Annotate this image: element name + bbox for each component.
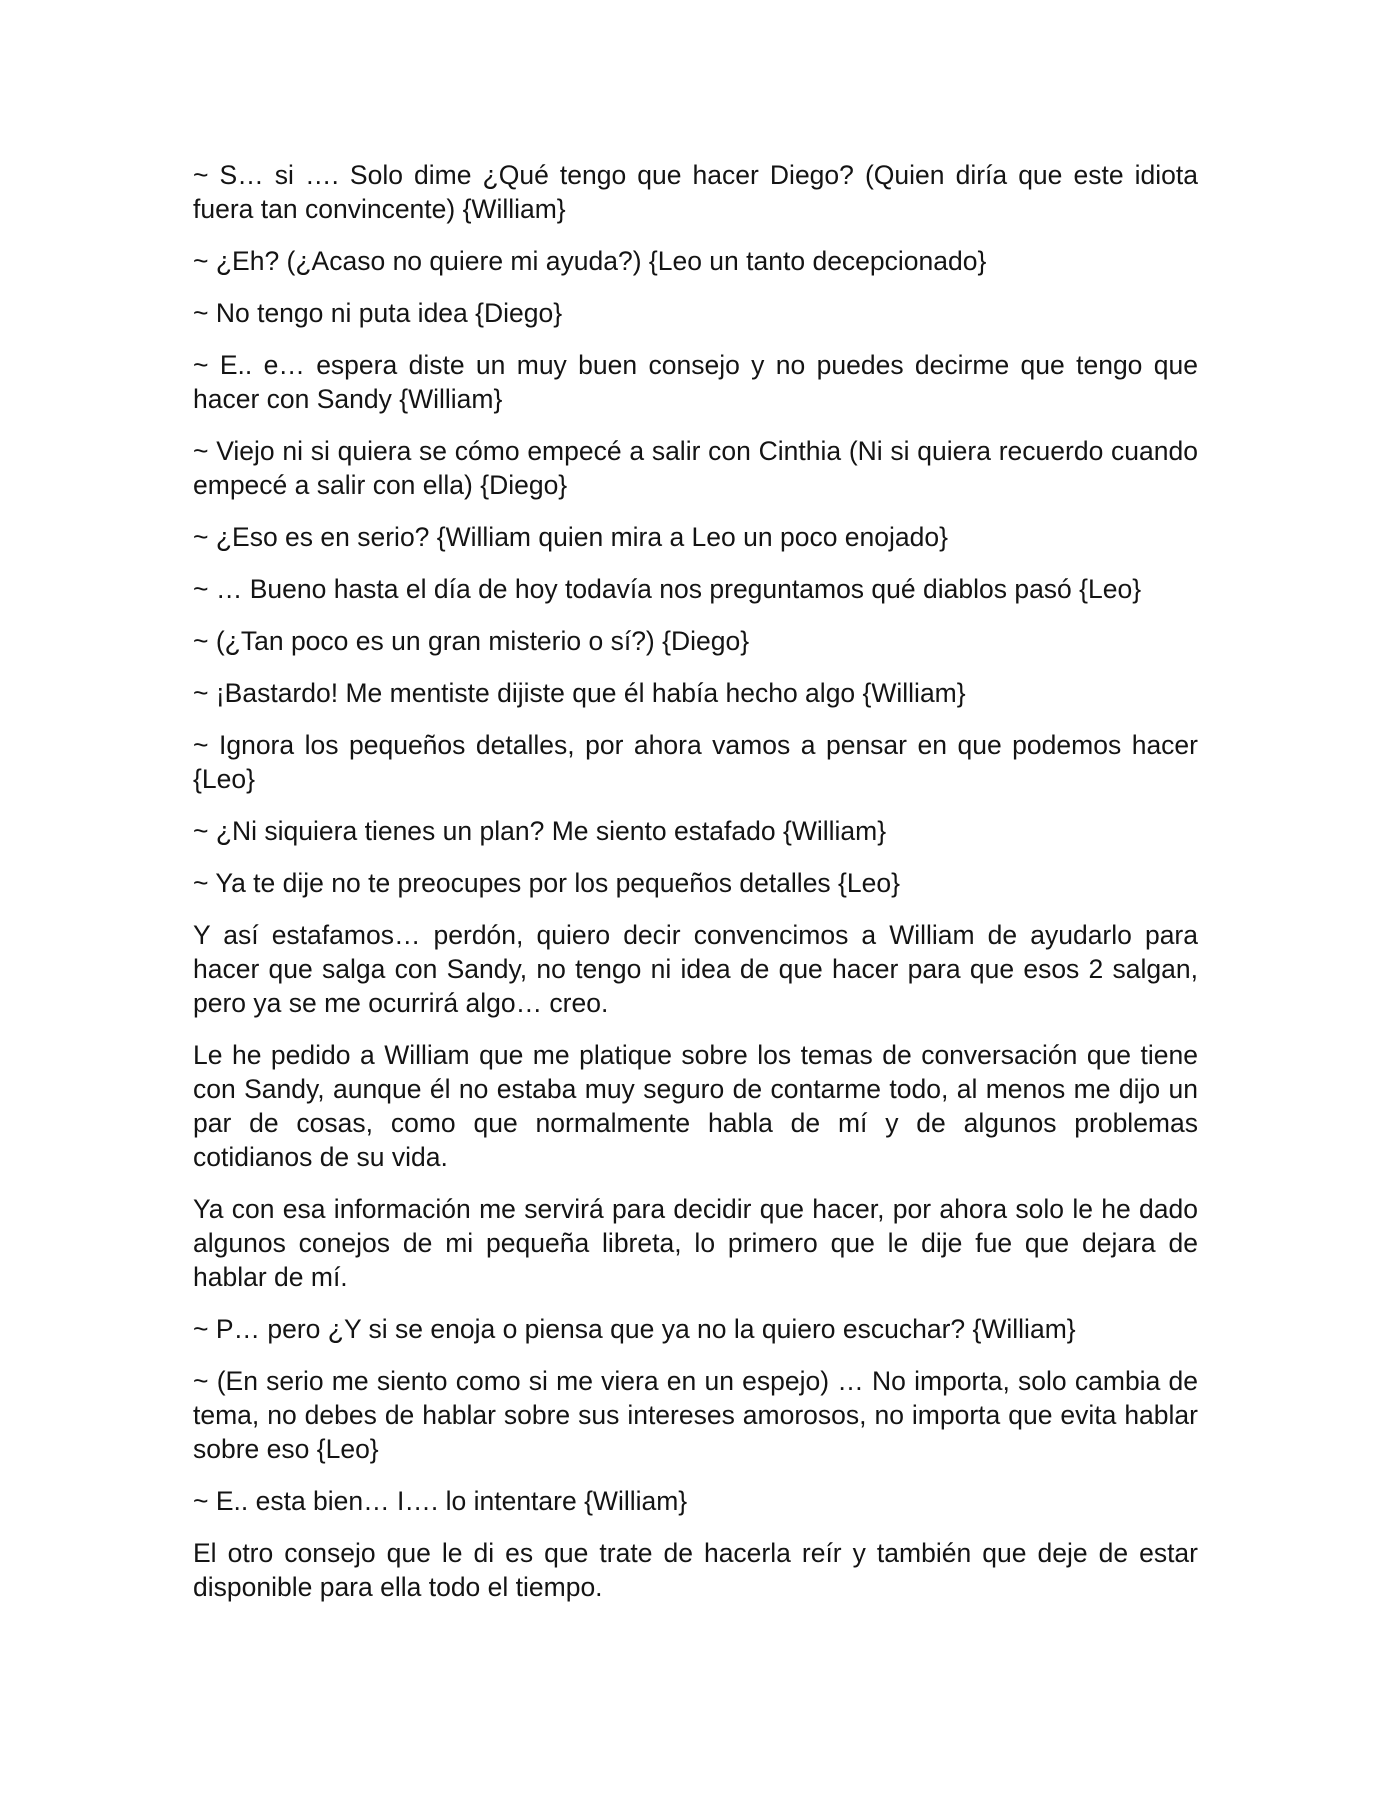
dialogue-line: ~ Ya te dije no te preocupes por los pequeños detalles {Leo} (193, 868, 900, 898)
dialogue-line: ~ … Bueno hasta el día de hoy todavía nos preguntamos qué diablos pasó {Leo} (193, 574, 1142, 604)
dialogue-line: ~ Ignora los pequeños detalles, por ahora vamos a pensar en que podemos hacer {Leo} (193, 730, 1198, 794)
dialogue-line: ~ ¿Eh? (¿Acaso no quiere mi ayuda?) {Leo un tanto decepcionado} (193, 246, 987, 276)
dialogue-line: ~ ¿Eso es en serio? {William quien mira a Leo un poco enojado} (193, 522, 948, 552)
narration-paragraph: Y así estafamos… perdón, quiero decir convencimos a William de ayudarlo para hacer que salga con Sandy, no tengo ni idea de que hacer para que esos 2 salgan, pero ya se me ocurrirá algo… creo. (193, 920, 1198, 1018)
dialogue-line: ~ ¡Bastardo! Me mentiste dijiste que él había hecho algo {William} (193, 678, 966, 708)
dialogue-line: ~ S… si …. Solo dime ¿Qué tengo que hacer Diego? (Quien diría que este idiota fuera tan convincente) {William} (193, 160, 1198, 224)
dialogue-line: ~ (En serio me siento como si me viera en un espejo) … No importa, solo cambia de tema, no debes de hablar sobre sus intereses amorosos, no importa que evita hablar sobre eso {Leo} (193, 1366, 1198, 1464)
dialogue-line: ~ P… pero ¿Y si se enoja o piensa que ya no la quiero escuchar? {William} (193, 1314, 1076, 1344)
dialogue-line: ~ Viejo ni si quiera se cómo empecé a salir con Cinthia (Ni si quiera recuerdo cuando empecé a salir con ella) {Diego} (193, 436, 1198, 500)
dialogue-line: ~ ¿Ni siquiera tienes un plan? Me siento estafado {William} (193, 816, 887, 846)
narration-paragraph: El otro consejo que le di es que trate de hacerla reír y también que deje de estar disponible para ella todo el tiempo. (193, 1538, 1198, 1602)
dialogue-line: ~ E.. esta bien… I…. lo intentare {William} (193, 1486, 688, 1516)
document-page (193, 158, 1198, 1622)
dialogue-line: ~ E.. e… espera diste un muy buen consejo y no puedes decirme que tengo que hacer con Sandy {William} (193, 350, 1198, 414)
dialogue-line: ~ (¿Tan poco es un gran misterio o sí?) {Diego} (193, 626, 750, 656)
narration-paragraph: Le he pedido a William que me platique sobre los temas de conversación que tiene con Sandy, aunque él no estaba muy seguro de contarme todo, al menos me dijo un par de cosas, como que normalmente habla de mí y de algunos problemas cotidianos de su vida. (193, 1040, 1198, 1172)
dialogue-line: ~ No tengo ni puta idea {Diego} (193, 298, 563, 328)
narration-paragraph: Ya con esa información me servirá para decidir que hacer, por ahora solo le he dado algunos conejos de mi pequeña libreta, lo primero que le dije fue que dejara de hablar de mí. (193, 1194, 1198, 1292)
